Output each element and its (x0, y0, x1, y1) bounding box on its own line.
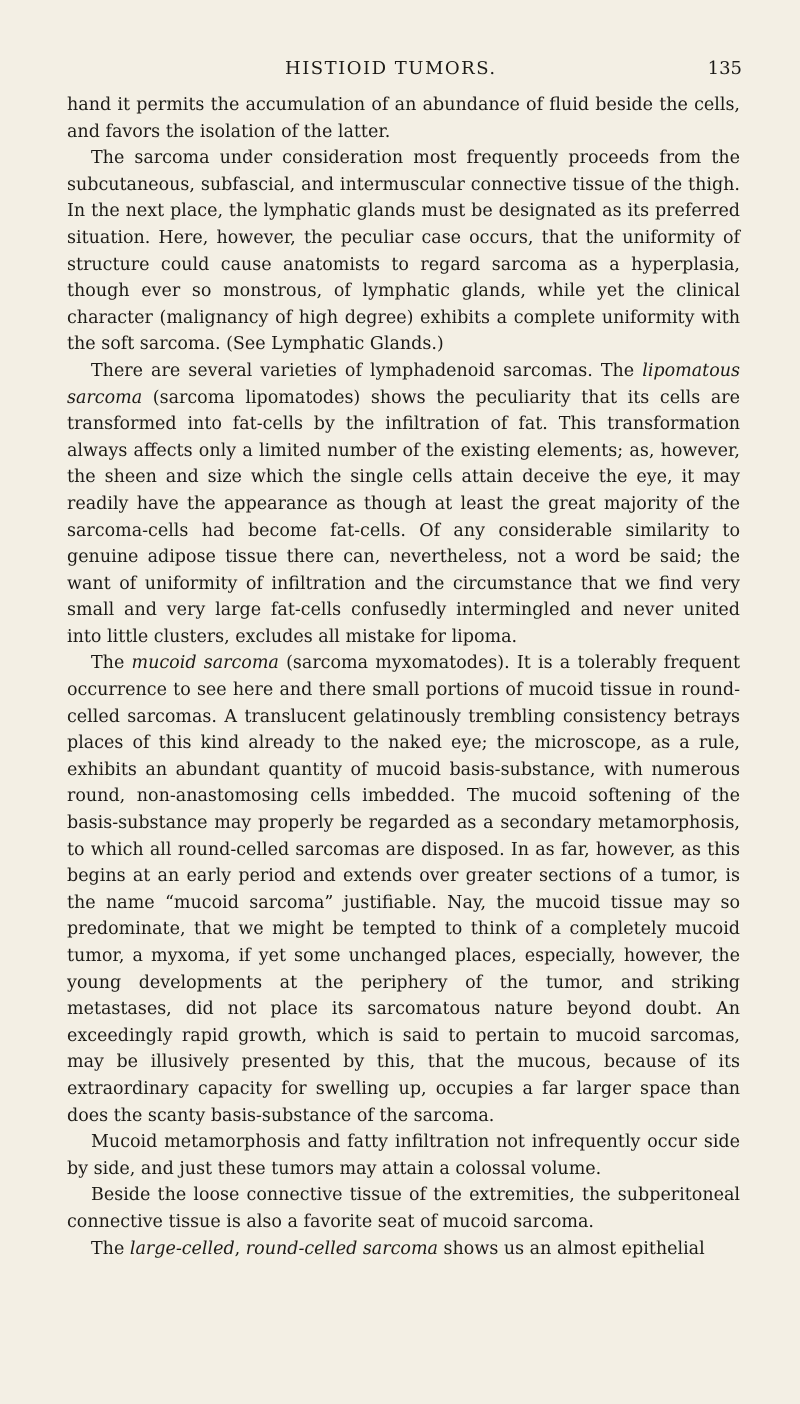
paragraph-3 (67, 358, 740, 651)
running-head (67, 58, 740, 92)
paragraph-3-lead: There are several varieties of lymphadenoid sarcomas. The (91, 360, 643, 381)
paragraph-7-lead: The (91, 1238, 130, 1259)
paragraph-2: The sarcoma under consideration most frequently proceeds from the subcutaneous, subfascial, and intermuscular connective tissue of the thigh. In the next place, the lymphatic glands must be designated as its preferred situation. Here, however, the peculiar case occurs, that the uniformity of structure could cause anatomists to regard sarcoma as a hyperplasia, though ever so monstrous, of lymphatic glands, while yet the clinical character (malignancy of high degree) exhibits a complete uniformity with the soft sarcoma. (See Lymphatic Glands.) (67, 148, 740, 355)
term-mucoid-sarcoma: mucoid sarcoma (131, 653, 279, 674)
paragraph-7 (67, 1236, 740, 1263)
body-text (67, 92, 740, 1262)
paragraph-4-lead: The (91, 653, 132, 674)
term-large-celled: large-celled (129, 1238, 235, 1259)
paragraph-5: Mucoid metamorphosis and fatty infiltration not infrequently occur side by side, and just these tumors may attain a colossal volume. (67, 1132, 740, 1179)
term-round-celled-sarcoma: round-celled sarcoma (245, 1238, 438, 1259)
term-lipomatous-sarcoma: lipomatous sarcoma (67, 360, 740, 408)
paragraph-4 (67, 650, 740, 1129)
paragraph-1: hand it permits the accumulation of an abundance of fluid beside the cells, and favors the isolation of the latter. (67, 95, 740, 142)
paragraph-6: Beside the loose connective tissue of the extremities, the subperitoneal connective tissue is also a favorite seat of mucoid sarcoma. (67, 1185, 740, 1232)
paragraph-4-body: (sarcoma myxomatodes). It is a tolerably frequent occurrence to see here and there small portions of mucoid tissue in round-celled sarcomas. A translucent gelatinously trembling consistency betrays places of this kind already to the naked eye; the microscope, as a rule, exhibits an abundant quantity of mucoid basis-substance, with numerous round, non-anastomosing cells imbedded. The mucoid softening of the basis-substance may properly be regarded as a secondary metamorphosis, to which all round-celled sarcomas are disposed. In as far, however, as this begins at an early period and extends over greater sections of a tumor, is the name “mucoid sarcoma” justifiable. Nay, the mucoid tissue may so predominate, that we might be tempted to think of a completely mucoid tumor, a myxoma, if yet some unchanged places, especially, however, the young developments at the periphery of the tumor, and striking metastases, did not place its sarcomatous nature beyond doubt. An exceedingly rapid growth, which is said to pertain to mucoid sarcomas, may be illusively presented by this, that the mucous, because of its extraordinary capacity for swelling up, occupies a far larger space than does the scanty basis-substance of the sarcoma. (67, 653, 740, 1126)
paragraph-7-separator: , (234, 1238, 246, 1259)
running-title: HISTIOID TUMORS. (285, 58, 497, 79)
paragraph-7-body: shows us an almost epithelial (437, 1238, 705, 1259)
paragraph-3-body: (sarcoma lipomatodes) shows the peculiarity that its cells are transformed into fat-cells by the infiltration of fat. This transformation always affects only a limited number of the existing elements; as, however, the sheen and size which the single cells attain deceive the eye, it may readily have the appearance as though at least the great majority of the sarcoma-cells had become fat-cells. Of any considerable similarity to genuine adipose tissue there can, nevertheless, not a word be said; the want of uniformity of infiltration and the circumstance that we find very small and very large fat-cells confusedly intermingled and never united into little clusters, excludes all mistake for lipoma. (67, 387, 740, 647)
page-number: 135 (707, 58, 742, 79)
